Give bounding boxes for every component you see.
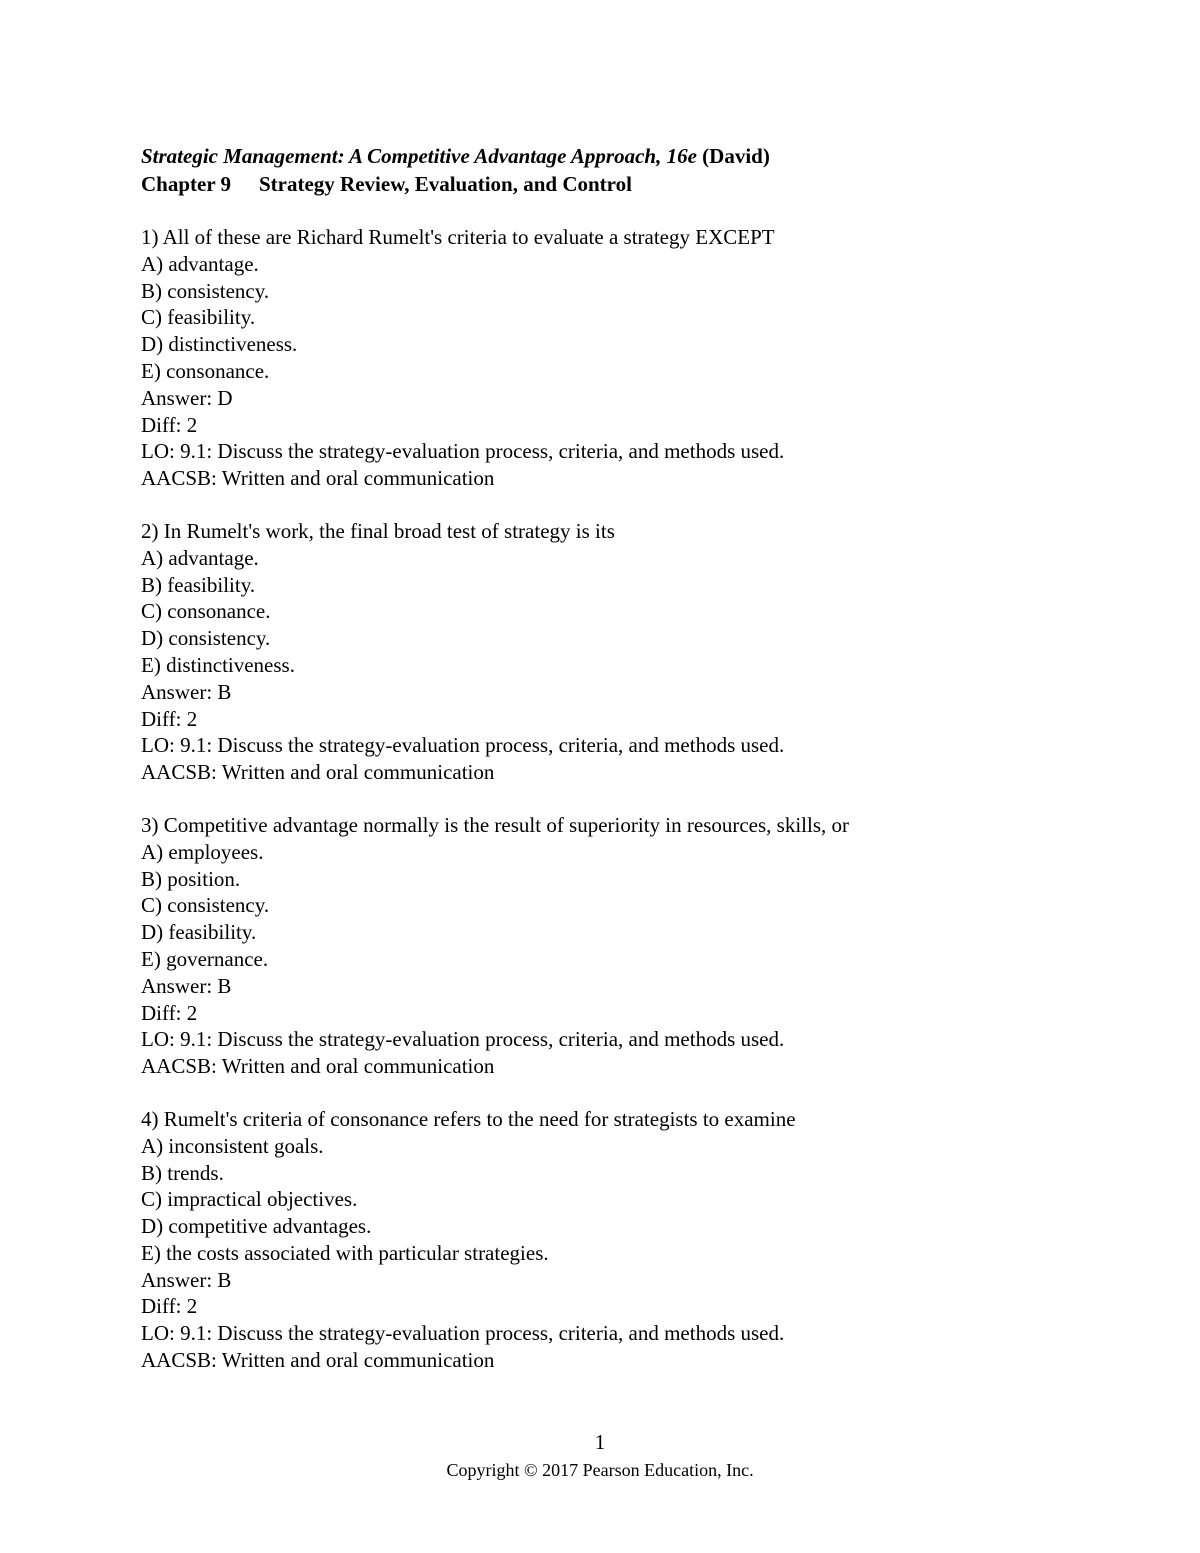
- difficulty-line: Diff: 2: [141, 1294, 198, 1319]
- option-c: C) consistency.: [141, 893, 270, 918]
- option-a: A) inconsistent goals.: [141, 1133, 324, 1158]
- option-c: C) impractical objectives.: [141, 1187, 358, 1212]
- option-c: C) feasibility.: [141, 305, 256, 330]
- question-stem: 4) Rumelt's criteria of consonance refers to the need for strategists to examine: [141, 1106, 796, 1131]
- question-stem: 2) In Rumelt's work, the final broad test of strategy is its: [141, 518, 615, 543]
- aacsb-line: AACSB: Written and oral communication: [141, 1348, 495, 1373]
- option-e: E) governance.: [141, 946, 269, 971]
- difficulty-line: Diff: 2: [141, 1000, 198, 1025]
- option-d: D) feasibility.: [141, 920, 257, 945]
- option-b: B) consistency.: [141, 278, 270, 303]
- book-title: Strategic Management: A Competitive Advantage Approach, 16e: [141, 144, 697, 168]
- option-c: C) consonance.: [141, 599, 271, 624]
- difficulty-line: Diff: 2: [141, 706, 198, 731]
- learning-objective-line: LO: 9.1: Discuss the strategy-evaluation process, criteria, and methods used.: [141, 439, 785, 464]
- question-4: [141, 1106, 1071, 1374]
- difficulty-line: Diff: 2: [141, 412, 198, 437]
- option-b: B) trends.: [141, 1160, 224, 1185]
- aacsb-line: AACSB: Written and oral communication: [141, 466, 495, 491]
- question-1: [141, 224, 1071, 492]
- option-a: A) advantage.: [141, 545, 259, 570]
- answer-line: Answer: D: [141, 385, 233, 410]
- book-author: (David): [702, 144, 770, 168]
- option-d: D) competitive advantages.: [141, 1214, 372, 1239]
- learning-objective-line: LO: 9.1: Discuss the strategy-evaluation process, criteria, and methods used.: [141, 1027, 785, 1052]
- chapter-heading: [141, 170, 1071, 198]
- aacsb-line: AACSB: Written and oral communication: [141, 1054, 495, 1079]
- option-a: A) employees.: [141, 839, 264, 864]
- learning-objective-line: LO: 9.1: Discuss the strategy-evaluation process, criteria, and methods used.: [141, 733, 785, 758]
- book-title-line: [141, 142, 1071, 170]
- option-b: B) position.: [141, 866, 241, 891]
- answer-line: Answer: B: [141, 973, 232, 998]
- aacsb-line: AACSB: Written and oral communication: [141, 760, 495, 785]
- question-stem: 3) Competitive advantage normally is the result of superiority in resources, skills, or: [141, 812, 850, 837]
- option-d: D) distinctiveness.: [141, 332, 298, 357]
- question-2: [141, 518, 1071, 786]
- option-e: E) consonance.: [141, 358, 270, 383]
- answer-line: Answer: B: [141, 679, 232, 704]
- question-3: [141, 812, 1071, 1080]
- page-content: [141, 142, 1071, 1374]
- option-e: E) the costs associated with particular strategies.: [141, 1240, 549, 1265]
- answer-line: Answer: B: [141, 1267, 232, 1292]
- option-d: D) consistency.: [141, 626, 271, 651]
- chapter-number: Chapter 9: [141, 172, 232, 196]
- option-a: A) advantage.: [141, 251, 259, 276]
- chapter-title: Strategy Review, Evaluation, and Control: [259, 172, 632, 196]
- option-b: B) feasibility.: [141, 572, 256, 597]
- page-number: 1: [594, 1430, 606, 1454]
- option-e: E) distinctiveness.: [141, 652, 295, 677]
- learning-objective-line: LO: 9.1: Discuss the strategy-evaluation process, criteria, and methods used.: [141, 1321, 785, 1346]
- question-stem: 1) All of these are Richard Rumelt's criteria to evaluate a strategy EXCEPT: [141, 225, 775, 249]
- copyright-notice: Copyright © 2017 Pearson Education, Inc.: [446, 1460, 754, 1480]
